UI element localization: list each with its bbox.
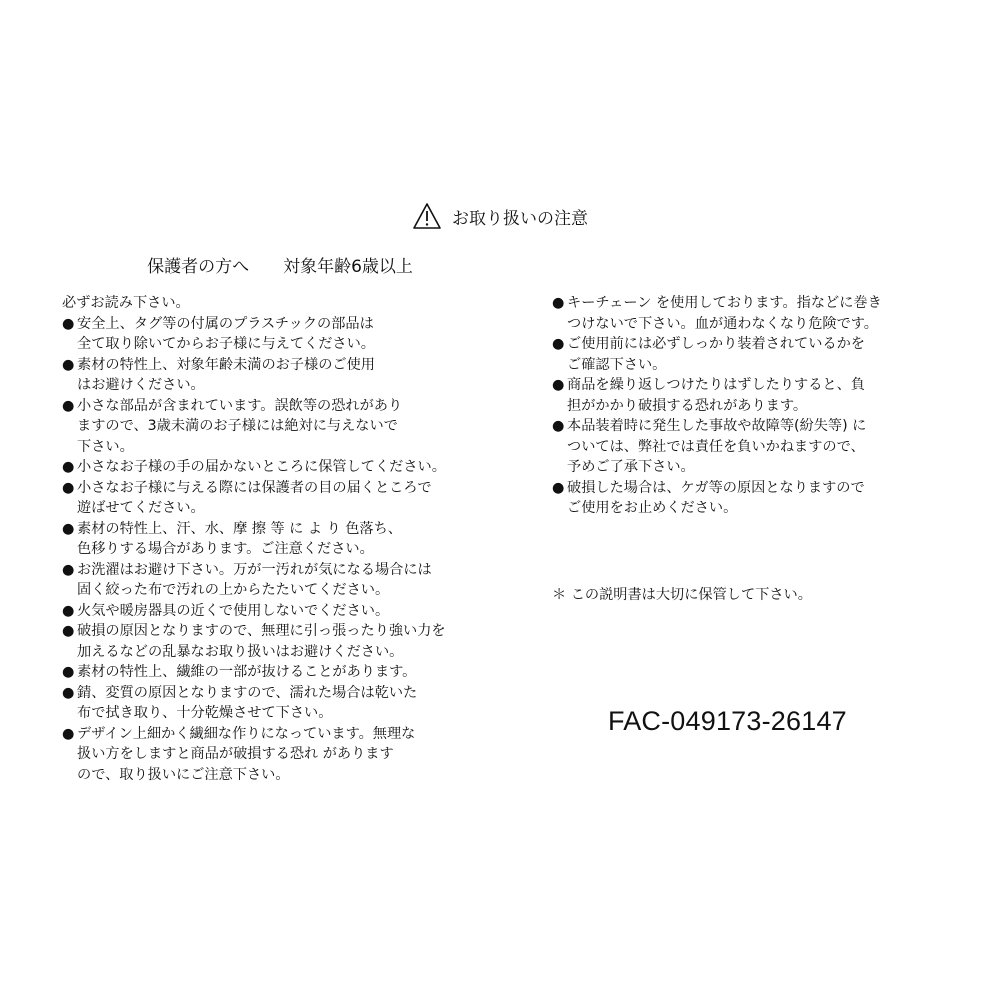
- bullet-icon: ●: [62, 602, 75, 619]
- caution-item: [62, 478, 472, 519]
- bullet-icon: ●: [62, 356, 75, 373]
- storage-note: ＊ この説明書は大切に保管して下さい。: [552, 587, 812, 603]
- caution-text: 錆、変質の原因となりますので、濡れた場合は乾いた 布で拭き取り、十分乾燥させて下さい。: [77, 684, 418, 721]
- left-caution-list: [62, 314, 472, 786]
- caution-text: 火気や暖房器具の近くで使用しないでください。: [77, 602, 390, 619]
- caution-text: 小さな部品が含まれています。誤飲等の恐れがあり ますので、3歳未満のお子様には絶対に与えないで 下さい。: [77, 397, 403, 455]
- warning-triangle-icon: [412, 202, 442, 230]
- caution-text: 商品を繰り返しつけたりはずしたりすると、負 担がかかり破損する恐れがあります。: [567, 377, 865, 414]
- bullet-icon: ●: [552, 418, 565, 434]
- bullet-icon: ●: [62, 664, 75, 680]
- caution-text: 小さなお子様に与える際には保護者の目の届くところで 遊ばせてください。: [77, 479, 432, 516]
- caution-text: お洗濯はお避け下さい。万が一汚れが気になる場合には 固く絞った布で汚れの上からたたいてください。: [77, 561, 432, 598]
- heading-title: お取り扱いの注意: [452, 208, 588, 229]
- subheading: 保護者の方へ 対象年齢6歳以上: [147, 257, 413, 277]
- caution-item: [62, 662, 472, 683]
- bullet-icon: ●: [62, 397, 75, 414]
- caution-item: [552, 375, 932, 416]
- caution-item: [62, 621, 472, 662]
- caution-text: 本品装着時に発生した事故や故障等(紛失等) に ついては、弊社では責任を負いかねますので、 予めご了承下さい。: [567, 418, 867, 475]
- caution-text: 破損の原因となりますので、無理に引っ張ったり強い力を 加えるなどの乱暴なお取り扱いはお避けください。: [77, 623, 446, 660]
- product-code: FAC-049173-26147: [608, 706, 847, 736]
- left-column: [62, 293, 472, 785]
- caution-item: [62, 355, 472, 396]
- caution-item: [62, 519, 472, 560]
- bullet-icon: ●: [62, 520, 75, 537]
- bullet-icon: ●: [552, 377, 565, 393]
- caution-text: ご使用前には必ずしっかり装着されているかを ご確認下さい。: [567, 336, 865, 373]
- caution-item: [552, 293, 932, 334]
- bullet-icon: ●: [62, 623, 75, 639]
- caution-text: 素材の特性上、汗、水、摩 擦 等 に よ り 色落ち、 色移りする場合があります。ご注意ください。: [77, 520, 402, 557]
- caution-item: [62, 724, 472, 786]
- caution-text: 素材の特性上、繊維の一部が抜けることがあります。: [77, 664, 417, 680]
- caution-item: [62, 314, 472, 355]
- caution-text: キーチェーン を使用しております。指などに巻き つけないで下さい。血が通わなくなり危険です。: [567, 295, 882, 332]
- bullet-icon: ●: [62, 315, 75, 332]
- caution-text: 破損した場合は、ケガ等の原因となりますので ご使用をお止めください。: [567, 479, 865, 516]
- bullet-icon: ●: [62, 459, 75, 475]
- caution-text: 素材の特性上、対象年齢未満のお子様のご使用 はお避けください。: [77, 356, 375, 393]
- caution-item: [62, 601, 472, 622]
- right-caution-list: [552, 293, 932, 519]
- heading: [0, 202, 1000, 230]
- caution-item: [62, 560, 472, 601]
- bullet-icon: ●: [62, 479, 75, 496]
- bullet-icon: ●: [552, 479, 565, 496]
- bullet-icon: ●: [552, 295, 565, 311]
- caution-item: [552, 478, 932, 519]
- caution-item: [62, 683, 472, 724]
- caution-text: 小さなお子様の手の届かないところに保管してください。: [77, 459, 446, 475]
- caution-text: 安全上、タグ等の付属のプラスチックの部品は 全て取り除いてからお子様に与えてください。: [77, 315, 375, 352]
- bullet-icon: ●: [62, 684, 75, 701]
- caution-item: [62, 396, 472, 458]
- right-column: [552, 293, 932, 519]
- bullet-icon: ●: [62, 725, 75, 742]
- bullet-icon: ●: [62, 561, 75, 578]
- caution-item: [552, 416, 932, 478]
- bullet-icon: ●: [552, 336, 565, 352]
- intro-text: 必ずお読み下さい。: [62, 295, 190, 311]
- caution-item: [62, 457, 472, 478]
- caution-text: デザイン上細かく繊細な作りになっています。無理な 扱い方をしますと商品が破損する恐れ があります ので、取り扱いにご注意下さい。: [77, 725, 416, 783]
- caution-item: [552, 334, 932, 375]
